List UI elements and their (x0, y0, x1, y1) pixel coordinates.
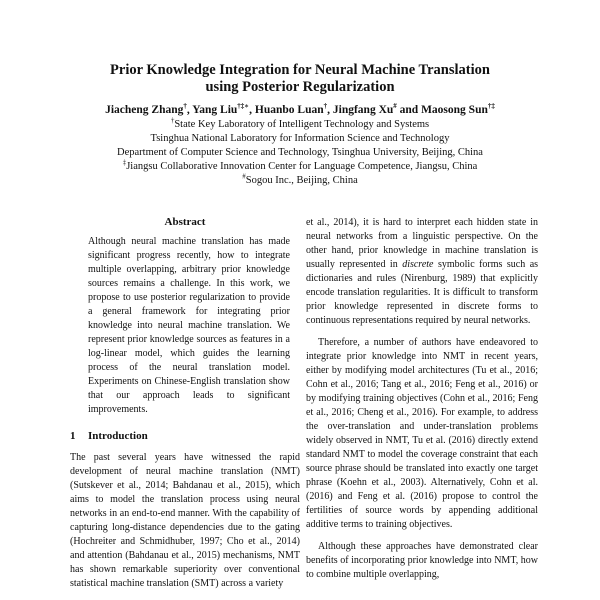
title-line-1: Prior Knowledge Integration for Neural Machine Translation (110, 62, 490, 78)
author-mark: † (323, 102, 328, 111)
author: Jiacheng Zhang (105, 104, 184, 116)
and-word: and (399, 104, 419, 116)
section-heading (70, 429, 300, 443)
author-list: Jiacheng Zhang†, Yang Liu†‡∗, Huanbo Luan†, Jingfang Xu# and Maosong Sun†‡ (105, 102, 495, 116)
author-mark: # (393, 102, 397, 111)
affiliation (0, 174, 600, 188)
author: Huanbo Luan (254, 104, 324, 116)
paragraph-text: et al., 2014), it is hard to interpret each hidden state in neural networks from a linguistic perspective. On the other hand, prior knowledge in machine translation is usually represented in (306, 217, 538, 270)
left-column (70, 215, 300, 591)
paper-title (0, 62, 600, 96)
author-mark: † (183, 102, 187, 111)
section-number: 1 (70, 430, 76, 442)
affiliation (0, 160, 600, 174)
affiliation-mark: † (170, 116, 175, 125)
abstract-text: Although neural machine translation has made significant progress recently, how to integrate multiple overlapping, arbitrary prior knowledge sources remains a challenge. In this work, we propose to use posterior regularization to provide a general framework for integrating prior knowledge into neural machine translation. We represent prior knowledge sources as features in a log-linear model, which guides the learning process of the neural translation model. Experiments on Chinese-English translation show that our approach leads to significant improvements. (88, 236, 290, 415)
paragraph-text: symbolic forms such as dictionaries and rules (Nirenburg, 1989) that explicitly encode translation regularities. It is difficult to transform prior knowledge represented in discrete forms to continuous representations required by neural networks. (306, 259, 539, 326)
title-line-2: using Posterior Regularization (205, 79, 395, 95)
body-paragraph: Therefore, a number of authors have endeavored to integrate prior knowledge into NMT in recent years, either by modifying model architectures (Tu et al., 2016; Cohn et al., 2016; Tang et al., 2016; Feng et al., 2016) or by modifying training objectives (Cohn et al., 2016; Feng et al., 2016; Cheng et al., 2016). For example, to address the over-translation and under-translation problems widely observed in NMT, Tu et al. (2016) directly extend standard NMT to model the coverage constraint that each source phrase should be translated into exactly one target phrase (Koehn et al., 2003). Alternatively, Cohn et al. (2016) and Feng et al. (2016) propose to control the fertilities of source words by appending additional additive terms to training objectives. (306, 337, 538, 530)
author: Yang Liu (192, 104, 238, 116)
author: Maosong Sun (421, 104, 488, 116)
body-paragraph: Although these approaches have demonstrated clear benefits of incorporating prior knowledge into NMT, how to combine multiple overlapping, (306, 541, 538, 580)
author: Jingfang Xu (332, 104, 394, 116)
affiliations (0, 118, 600, 188)
body-paragraph (306, 216, 538, 328)
right-column (306, 216, 538, 582)
abstract-heading: Abstract (164, 216, 206, 228)
section-title: Introduction (88, 430, 148, 442)
intro-paragraph: The past several years have witnessed the rapid development of neural machine translation (NMT) (Sutskever et al., 2014; Bahdanau et al., 2015), which aims to model the translation process using neural networks in an end-to-end manner. With the capability of capturing long-distance dependencies due to the gating (Hochreiter and Schmidhuber, 1997; Cho et al., 2014) and attention (Bahdanau et al., 2015) mechanisms, NMT has shown remarkable superiority over conventional statistical machine translation (SMT) across a variety (70, 452, 300, 589)
affiliation-text: State Key Laboratory of Intelligent Technology and Systems (174, 119, 430, 130)
affiliation-text: Sogou Inc., Beijing, China (245, 175, 358, 186)
affiliation-mark: ‡ (122, 158, 127, 167)
affiliation (0, 118, 600, 132)
affiliation-text: Jiangsu Collaborative Innovation Center for Language Competence, Jiangsu, China (126, 161, 478, 172)
affiliation-mark: # (242, 172, 246, 181)
affiliation (0, 146, 600, 160)
affiliation (0, 132, 600, 146)
affiliation-text: Tsinghua National Laboratory for Information Science and Technology (150, 133, 450, 144)
emphasis-text: discrete (402, 259, 434, 270)
author-mark: †‡∗ (237, 102, 250, 111)
author-mark: †‡ (487, 102, 495, 111)
affiliation-text: Department of Computer Science and Technology, Tsinghua University, Beijing, China (117, 147, 483, 158)
